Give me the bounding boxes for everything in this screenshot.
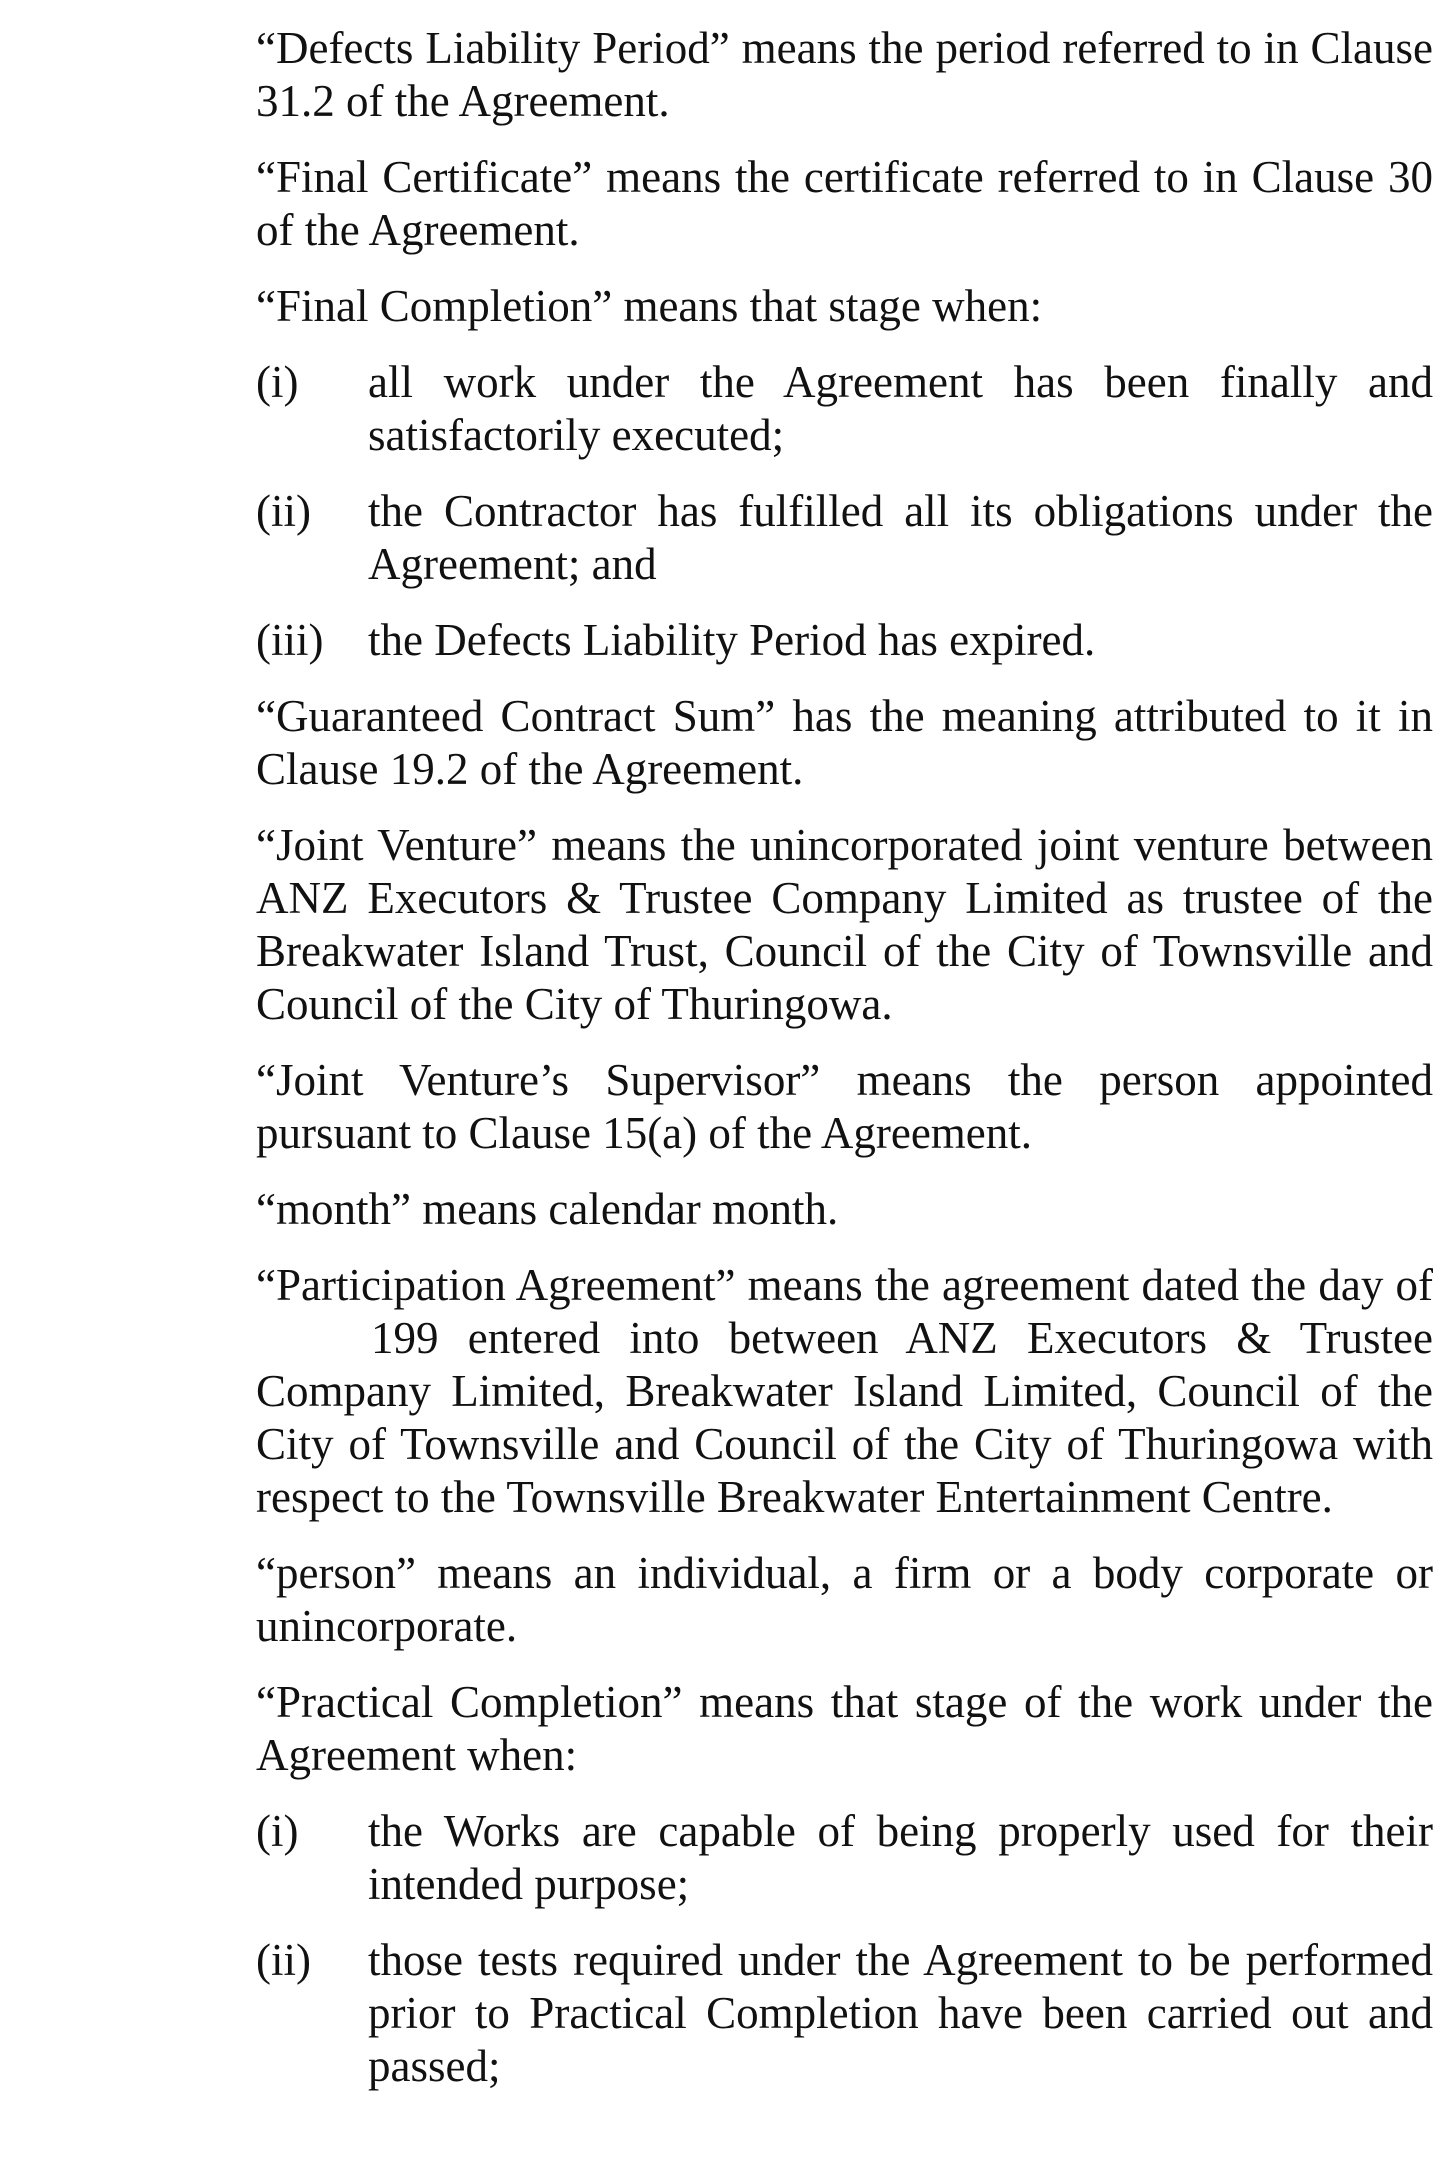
definition-month: “month” means calendar month.	[256, 1184, 839, 1234]
definition-person: “person” means an individual, a firm or a body corporate or unincorporate.	[256, 1548, 1433, 1651]
definition-guaranteed-contract-sum: “Guaranteed Contract Sum” has the meaning attributed to it in Clause 19.2 of the Agreement.	[256, 691, 1433, 794]
definition-participation-agreement	[256, 1259, 1433, 1524]
final-completion-item-2	[256, 485, 1433, 591]
practical-completion-item-2	[256, 1934, 1433, 2093]
list-marker: (ii)	[256, 1935, 311, 1985]
participation-agreement-text-end: 199 entered into between ANZ Executors & Trustee Company Limited, Breakwater Island Limited, Council of the City of Townsville and Council of the City of Thuringowa with respect to the Townsville Breakwater Entertainment Centre.	[256, 1313, 1433, 1522]
list-item-text: those tests required under the Agreement to be performed prior to Practical Completion have been carried out and passed;	[368, 1935, 1433, 2091]
document-page	[256, 22, 1433, 2116]
list-item-text: the Works are capable of being properly used for their intended purpose;	[368, 1806, 1433, 1909]
list-item-text: the Contractor has fulfilled all its obligations under the Agreement; and	[368, 486, 1433, 589]
list-marker: (i)	[256, 1806, 299, 1856]
list-item-text: all work under the Agreement has been finally and satisfactorily executed;	[368, 357, 1433, 460]
list-marker: (iii)	[256, 615, 324, 665]
definition-final-certificate: “Final Certificate” means the certificate referred to in Clause 30 of the Agreement.	[256, 152, 1433, 255]
list-marker: (ii)	[256, 486, 311, 536]
definition-final-completion: “Final Completion” means that stage when:	[256, 281, 1043, 331]
list-marker: (i)	[256, 357, 299, 407]
list-item-text: the Defects Liability Period has expired.	[368, 615, 1096, 665]
participation-agreement-text-start: “Participation Agreement” means the agreement dated the day of	[256, 1260, 1433, 1310]
final-completion-item-1	[256, 356, 1433, 462]
definition-joint-venture-supervisor: “Joint Venture’s Supervisor” means the person appointed pursuant to Clause 15(a) of the Agreement.	[256, 1055, 1433, 1158]
definition-practical-completion: “Practical Completion” means that stage of the work under the Agreement when:	[256, 1677, 1433, 1780]
definition-joint-venture: “Joint Venture” means the unincorporated joint venture between ANZ Executors & Trustee Company Limited as trustee of the Breakwater Island Trust, Council of the City of Townsville and Council of the City of Thuringowa.	[256, 820, 1433, 1029]
definition-defects-liability-period: “Defects Liability Period” means the period referred to in Clause 31.2 of the Agreement.	[256, 23, 1433, 126]
practical-completion-item-1	[256, 1805, 1433, 1911]
final-completion-item-3	[256, 614, 1433, 667]
